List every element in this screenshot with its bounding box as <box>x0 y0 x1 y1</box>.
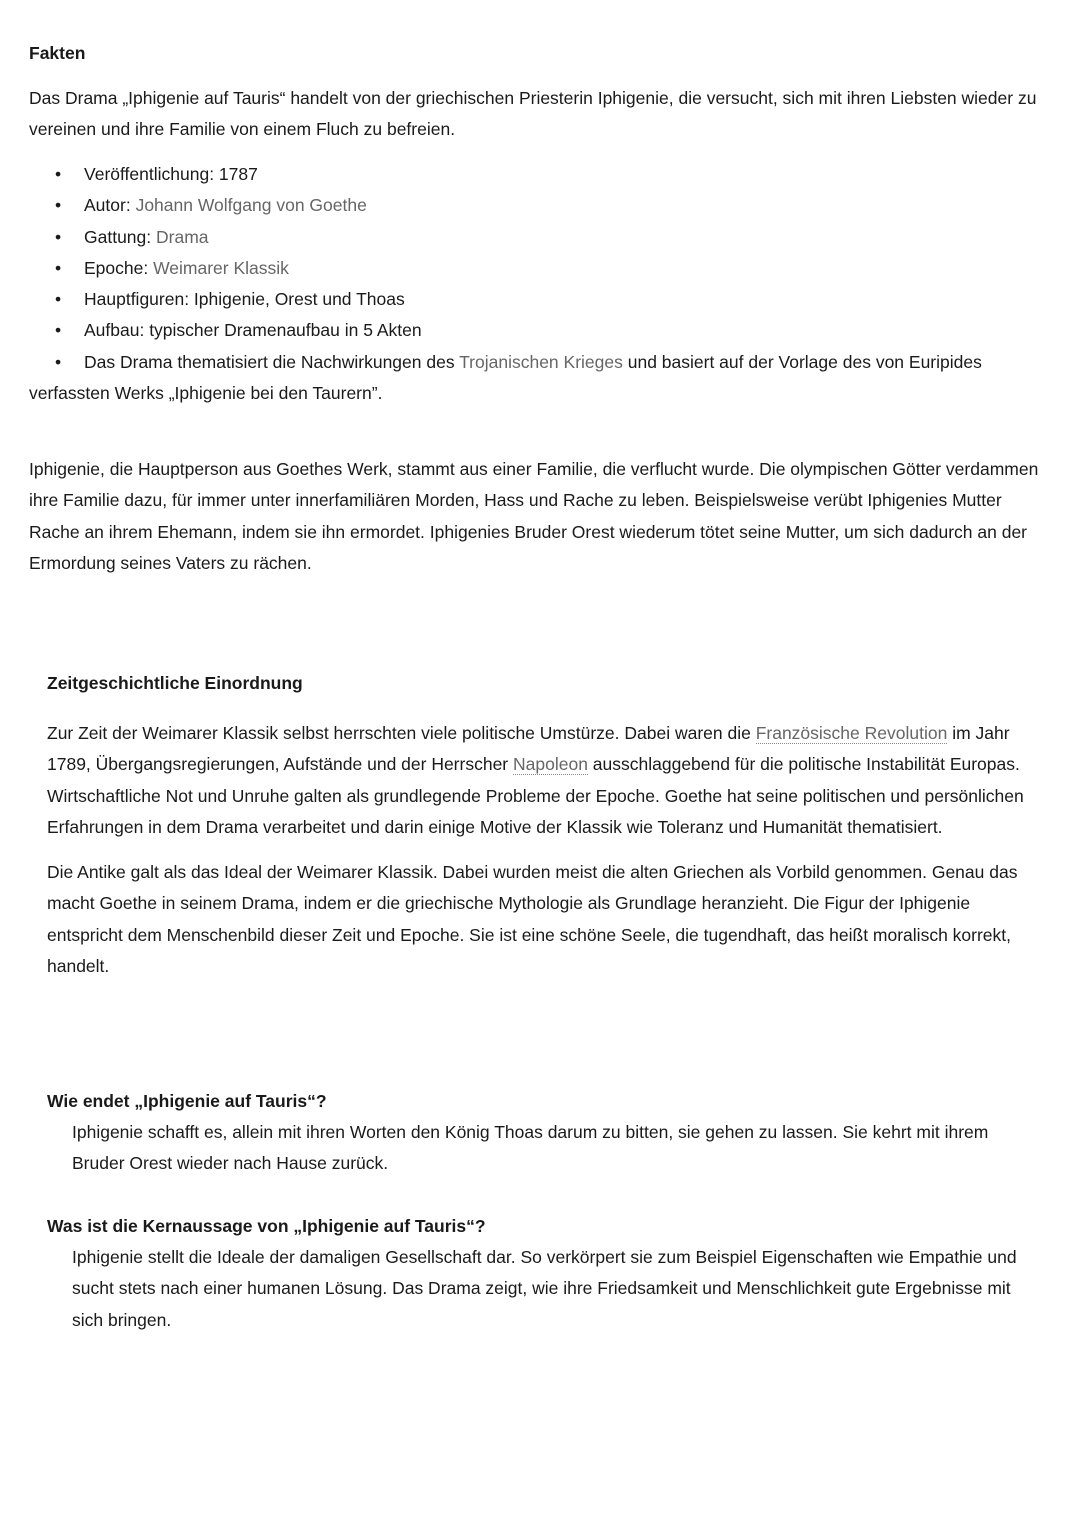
list-item <box>29 222 1049 253</box>
list-item <box>29 315 1049 346</box>
item-label: Veröffentlichung: <box>84 164 215 184</box>
item-label: Gattung: <box>84 226 152 247</box>
text-segment: Zur Zeit der Weimarer Klassik selbst herrschten viele politische Umstürze. Dabei waren die <box>47 723 756 743</box>
bullet-icon: • <box>55 164 62 184</box>
item-label: Hauptfiguren: Iphigenie, Orest und Thoas <box>84 289 405 310</box>
item-label: Autor: <box>84 195 131 216</box>
item-text-after: und basiert auf der Vorlage des von Euripides verfassten Werks „Iphigenie bei den Taurern”. <box>29 351 982 404</box>
epoch-link[interactable]: Weimarer Klassik <box>153 257 289 278</box>
list-item <box>29 159 1049 190</box>
text-segment: ausschlaggebend für die politische Instabilität Europas. Wirtschaftliche Not und Unruhe galten als grundlegende Probleme der Epoche. Goethe hat seine politischen und persönlichen Erfahrungen in dem Drama verarbeitet und darin einige Motive der Klassik wie Toleranz und Humanität thematisiert. <box>47 754 1024 837</box>
revolution-link[interactable]: Französische Revolution <box>755 723 948 743</box>
zeit-paragraph-2: Die Antike galt als das Ideal der Weimarer Klassik. Dabei wurden meist die alten Griechen als Vorbild genommen. Genau das macht Goethe in seinem Drama, indem er die griechische Mythologie als Grundlage heranzieht. Die Figur der Iphigenie entspricht dem Menschenbild dieser Zeit und Epoche. Sie ist eine schöne Seele, die tugendhaft, das heißt moralisch korrekt, handelt. <box>47 862 1018 976</box>
trojan-war-link[interactable]: Trojanischen Krieges <box>459 351 623 372</box>
bullet-icon: • <box>55 226 62 247</box>
napoleon-link[interactable]: Napoleon <box>513 754 588 775</box>
faq-answer-core-message: Iphigenie stellt die Ideale der damaligen Gesellschaft dar. So verkörpert sie zum Beispiel Eigenschaften wie Empathie und sucht stets nach einer humanen Lösung. Das Drama zeigt, wie ihre Friedsamkeit und Menschlichkeit gute Ergebnisse mit sich bringen. <box>72 1247 1017 1330</box>
item-label: Epoche: <box>84 257 149 278</box>
faq-question-core-message: Was ist die Kernaussage von „Iphigenie auf Tauris“? <box>47 1216 486 1236</box>
facts-heading: Fakten <box>29 43 86 63</box>
list-item <box>29 190 1049 221</box>
bullet-icon: • <box>55 257 62 278</box>
item-value: 1787 <box>214 164 258 184</box>
list-item <box>29 253 1049 284</box>
facts-intro-paragraph: Das Drama „Iphigenie auf Tauris“ handelt von der griechischen Priesterin Iphigenie, die versucht, sich mit ihren Liebsten wieder zu vereinen und ihre Familie von einem Fluch zu befreien. <box>29 88 1037 140</box>
faq-answer-ending: Iphigenie schafft es, allein mit ihren Worten den König Thoas darum zu bitten, sie gehen zu lassen. Sie kehrt mit ihrem Bruder Orest wieder nach Hause zurück. <box>72 1122 989 1174</box>
text-segment: im Jahr 1789, Übergangsregierungen, Aufstände und der Herrscher <box>47 723 1010 775</box>
item-text-before: Das Drama thematisiert die Nachwirkungen des <box>84 351 460 372</box>
bullet-icon: • <box>55 289 62 310</box>
zeit-paragraph-1 <box>47 718 1047 843</box>
bullet-icon: • <box>55 195 62 216</box>
story-paragraph: Iphigenie, die Hauptperson aus Goethes Werk, stammt aus einer Familie, die verflucht wurde. Die olympischen Götter verdammen ihre Familie dazu, für immer unter innerfamiliären Morden, Hass und Rache zu leben. Beispielsweise verübt Iphigenies Mutter Rache an ihrem Ehemann, indem sie ihn ermordet. Iphigenies Bruder Orest wiederum tötet seine Mutter, um sich dadurch an der Ermordung seines Vaters zu rächen. <box>29 459 1039 573</box>
author-link[interactable]: Johann Wolfgang von Goethe <box>135 195 367 216</box>
zeit-heading: Zeitgeschichtliche Einordnung <box>47 673 303 693</box>
faq-question-ending: Wie endet „Iphigenie auf Tauris“? <box>47 1091 327 1111</box>
bullet-icon: • <box>55 351 62 372</box>
bullet-icon: • <box>55 320 62 341</box>
genre-link[interactable]: Drama <box>156 226 209 247</box>
item-label: Aufbau: typischer Dramenaufbau in 5 Akten <box>84 320 422 341</box>
list-item <box>29 284 1049 315</box>
list-item <box>29 347 1049 410</box>
facts-list <box>29 159 1049 409</box>
